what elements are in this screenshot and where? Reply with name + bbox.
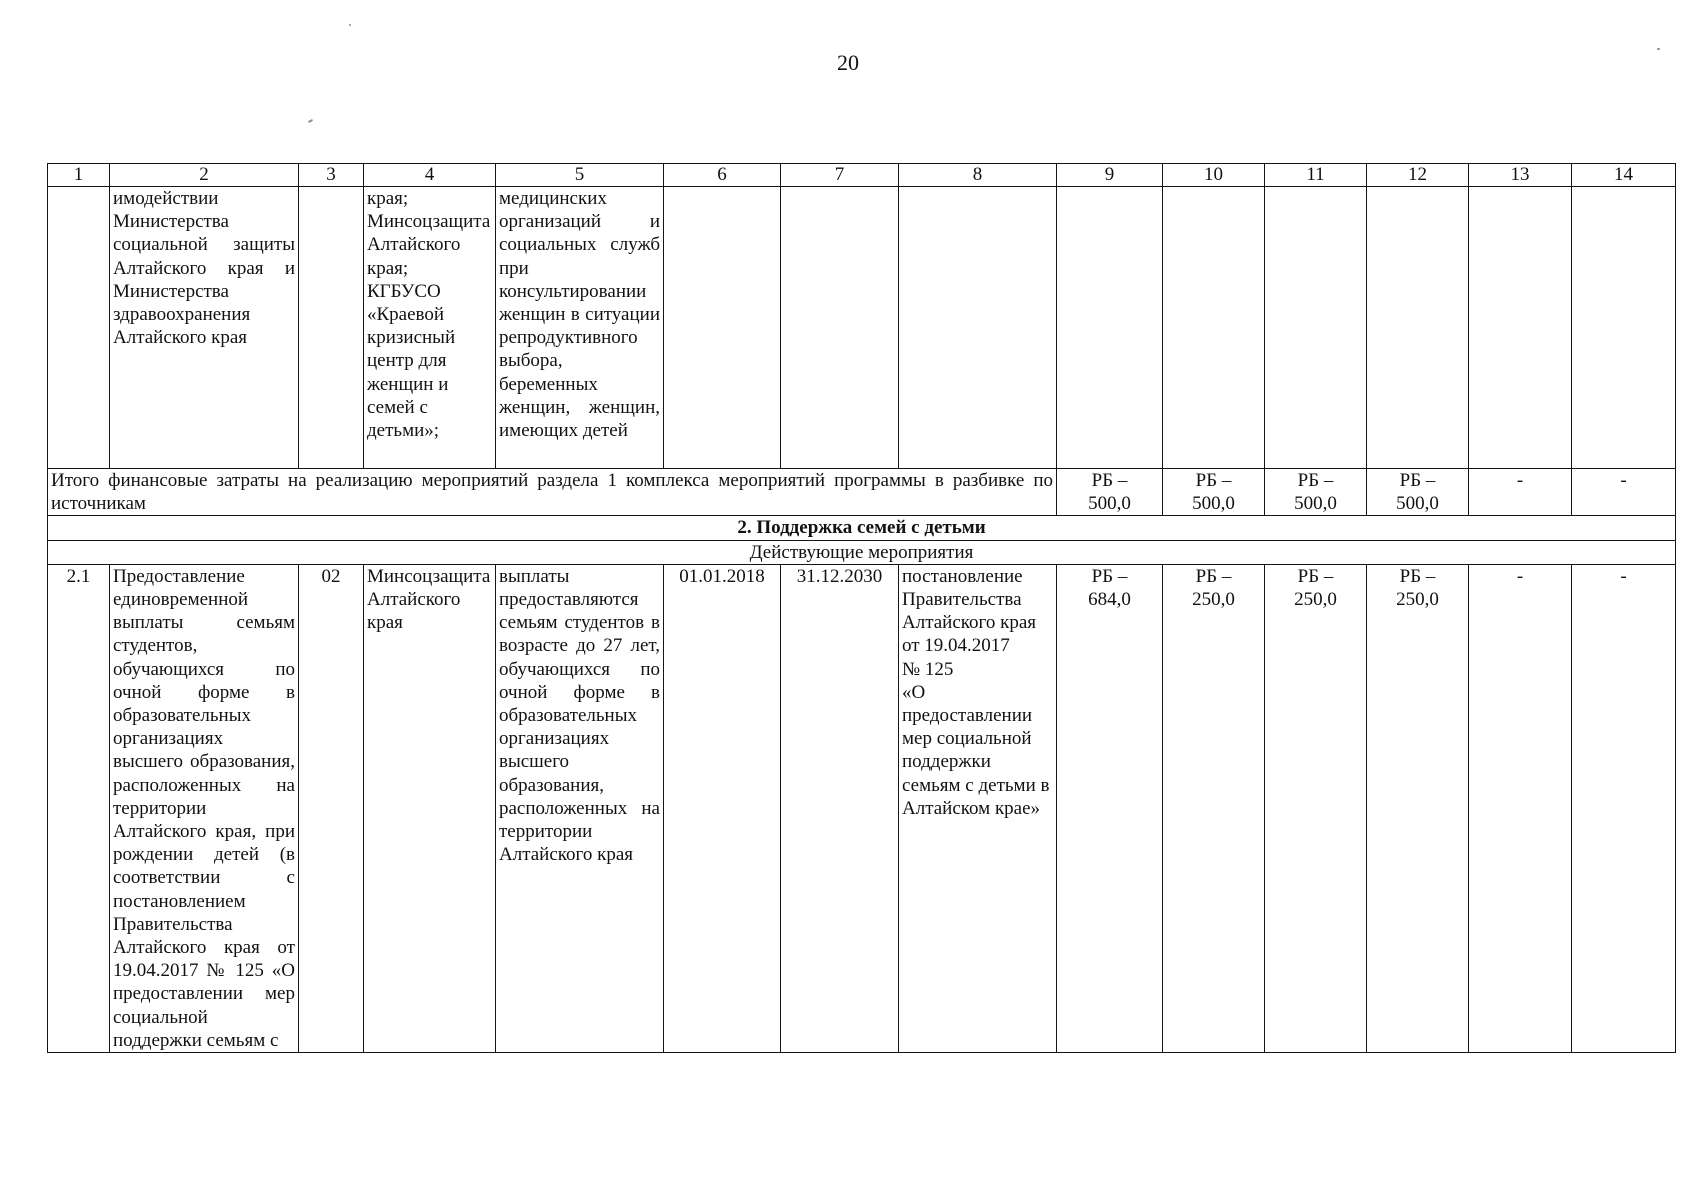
cont-col8-cell (899, 187, 1057, 469)
measure-col11-value: РБ – 250,0 (1265, 564, 1367, 1052)
measure-col12-value: РБ – 250,0 (1367, 564, 1469, 1052)
cont-description-text: медицинских организаций и социальных служб при консультировании женщин в ситуации репродуктивного выбора, беременных женщин, женщин, имеющих детей (496, 187, 664, 469)
subsection-heading-row (48, 540, 1676, 564)
column-header-13: 13 (1469, 164, 1572, 187)
column-header-4: 4 (364, 164, 496, 187)
scan-speck (308, 119, 313, 123)
subsection-title: Действующие мероприятия (48, 540, 1676, 564)
cont-executors-text: края; Минсоцзащита Алтайского края; КГБУСО «Краевой кризисный центр для женщин и семей с детьми»; (364, 187, 496, 469)
column-header-9: 9 (1057, 164, 1163, 187)
section-2-title: 2. Поддержка семей с детьми (48, 516, 1676, 540)
cont-col11-cell (1265, 187, 1367, 469)
total-col14-value: - (1572, 469, 1676, 516)
column-number-row (48, 164, 1676, 187)
section-2-heading-row (48, 516, 1676, 540)
measure-end-date: 31.12.2030 (781, 564, 899, 1052)
column-header-12: 12 (1367, 164, 1469, 187)
cont-col1-cell (48, 187, 110, 469)
continued-measure-row (48, 187, 1676, 469)
column-header-7: 7 (781, 164, 899, 187)
measure-col14-value: - (1572, 564, 1676, 1052)
section-1-total-row (48, 469, 1676, 516)
cont-measure-text: имодействии Министерства социальной защиты Алтайского края и Министерства здравоохранения Алтайского края (110, 187, 299, 469)
column-header-6: 6 (664, 164, 781, 187)
measure-executor: Минсоцзащита Алтайского края (364, 564, 496, 1052)
cont-col10-cell (1163, 187, 1265, 469)
cont-col6-cell (664, 187, 781, 469)
cont-col12-cell (1367, 187, 1469, 469)
column-header-10: 10 (1163, 164, 1265, 187)
cont-col3-cell (299, 187, 364, 469)
measure-code: 02 (299, 564, 364, 1052)
column-header-3: 3 (299, 164, 364, 187)
column-header-1: 1 (48, 164, 110, 187)
total-col12-value: РБ – 500,0 (1367, 469, 1469, 516)
program-measures-table (47, 163, 1676, 1053)
column-header-14: 14 (1572, 164, 1676, 187)
scan-speck (1657, 48, 1660, 50)
measure-name-text: Предоставление единовременной выплаты семьям студентов, обучающихся по очной форме в образовательных организациях высшего образования, расположенных на территории Алтайского края, при рождении детей (в соответствии с постановлением Правительства Алтайского края от 19.04.2017 № 125 «О предоставлении мер социальной поддержки семьям с (110, 564, 299, 1052)
page-number: 20 (837, 50, 859, 75)
measure-col9-value: РБ – 684,0 (1057, 564, 1163, 1052)
total-col10-value: РБ – 500,0 (1163, 469, 1265, 516)
section-1-total-label: Итого финансовые затраты на реализацию мероприятий раздела 1 комплекса мероприятий программы в разбивке по источникам (48, 469, 1057, 516)
measure-col10-value: РБ – 250,0 (1163, 564, 1265, 1052)
scan-speck (349, 24, 351, 26)
cont-col9-cell (1057, 187, 1163, 469)
column-header-8: 8 (899, 164, 1057, 187)
total-col13-value: - (1469, 469, 1572, 516)
total-col9-value: РБ – 500,0 (1057, 469, 1163, 516)
cont-col13-cell (1469, 187, 1572, 469)
column-header-5: 5 (496, 164, 664, 187)
measure-number: 2.1 (48, 564, 110, 1052)
cont-col7-cell (781, 187, 899, 469)
measure-col13-value: - (1469, 564, 1572, 1052)
cont-col14-cell (1572, 187, 1676, 469)
measure-row-2-1 (48, 564, 1676, 1052)
measure-start-date: 01.01.2018 (664, 564, 781, 1052)
total-col11-value: РБ – 500,0 (1265, 469, 1367, 516)
column-header-11: 11 (1265, 164, 1367, 187)
measure-legal-basis: постановление Правительства Алтайского края от 19.04.2017 № 125 «О предоставлении мер социальной поддержки семьям с детьми в Алтайском крае» (899, 564, 1057, 1052)
column-header-2: 2 (110, 164, 299, 187)
measure-description: выплаты предоставляются семьям студентов в возрасте до 27 лет, обучающихся по очной форме в образовательных организациях высшего образования, расположенных на территории Алтайского края (496, 564, 664, 1052)
